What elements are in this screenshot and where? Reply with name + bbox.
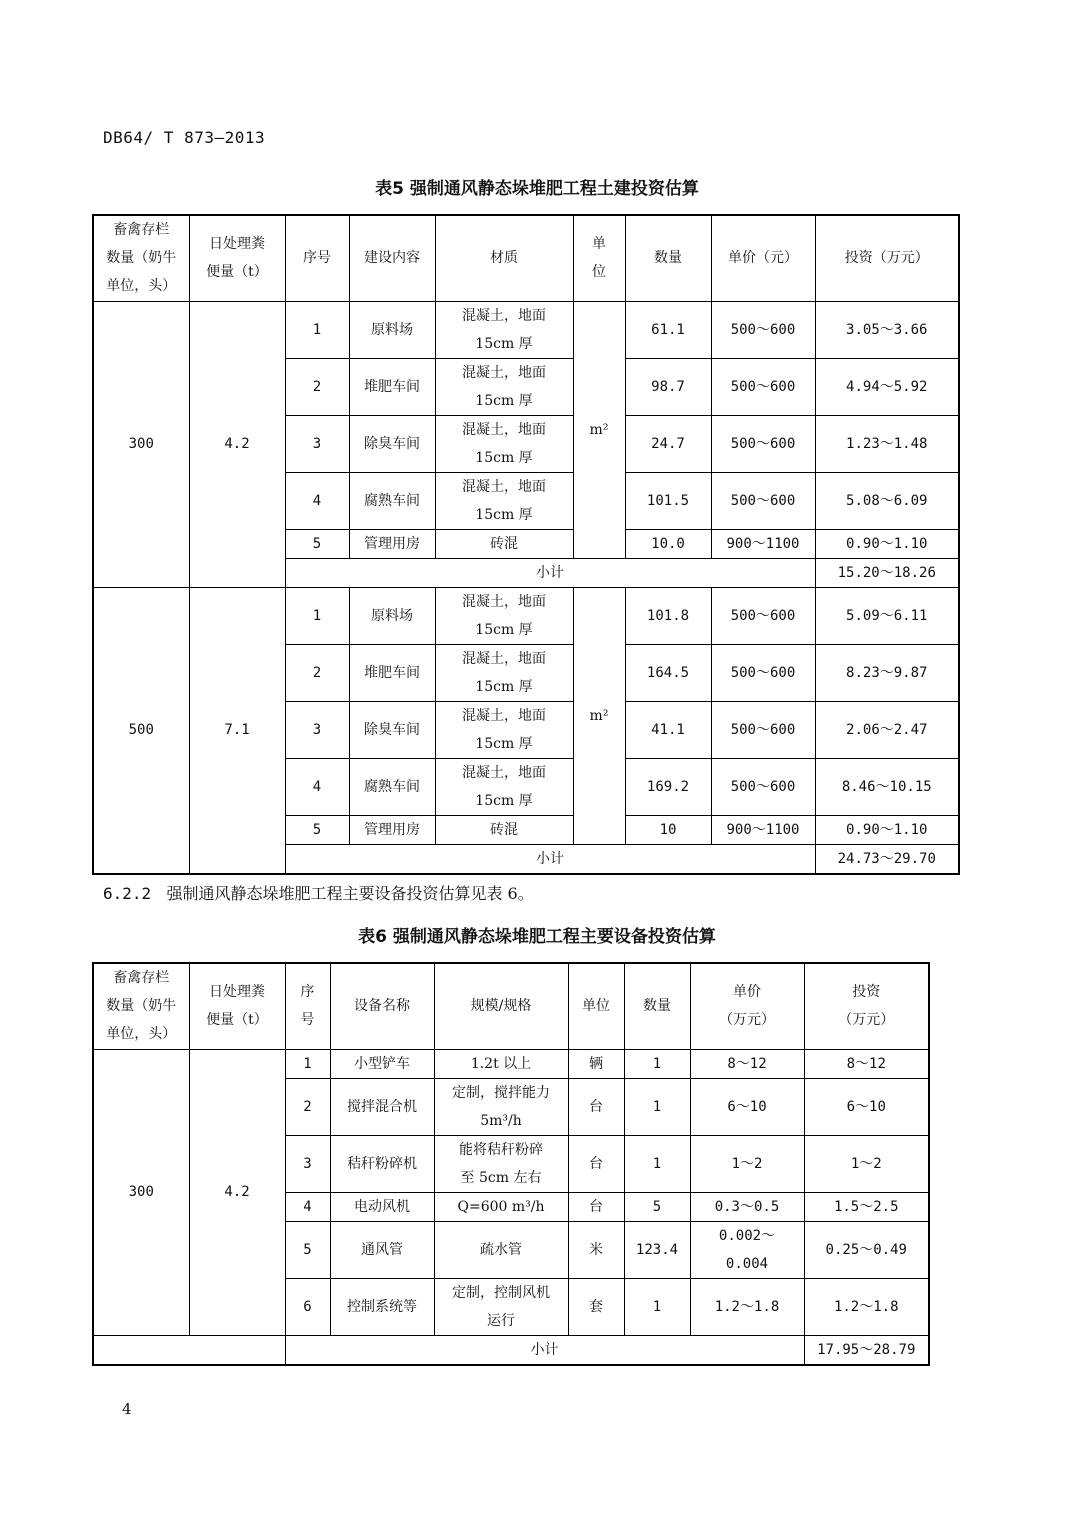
unit-cell: 辆: [568, 1049, 624, 1078]
invest-cell: 1～2: [804, 1135, 929, 1192]
unit-cell: 台: [568, 1135, 624, 1192]
invest-cell: 4.94～5.92: [815, 358, 959, 415]
name-cell: 秸秆粉碎机: [330, 1135, 434, 1192]
subtotal-label: 小计: [285, 844, 815, 874]
spec-cell: 疏水管: [434, 1221, 568, 1278]
qty-cell: 169.2: [625, 758, 711, 815]
unit-cell: 台: [568, 1078, 624, 1135]
daily-cell: 7.1: [189, 587, 285, 874]
qty-cell: 1: [624, 1135, 690, 1192]
seq-cell: 6: [285, 1278, 330, 1335]
seq-cell: 1: [285, 301, 349, 358]
content-cell: 堆肥车间: [349, 358, 435, 415]
seq-cell: 4: [285, 1192, 330, 1221]
qty-cell: 5: [624, 1192, 690, 1221]
qty-cell: 41.1: [625, 701, 711, 758]
price-cell: 500～600: [711, 758, 815, 815]
invest-cell: 8～12: [804, 1049, 929, 1078]
invest-cell: 5.09～6.11: [815, 587, 959, 644]
content-cell: 除臭车间: [349, 701, 435, 758]
header-unit: 单位: [568, 963, 624, 1049]
price-cell: 500～600: [711, 472, 815, 529]
material-cell: 混凝土，地面 15cm 厚: [435, 701, 573, 758]
livestock-cell: 300: [93, 1049, 189, 1335]
qty-cell: 1: [624, 1278, 690, 1335]
material-cell: 混凝土，地面 15cm 厚: [435, 587, 573, 644]
material-cell: 混凝土，地面 15cm 厚: [435, 644, 573, 701]
daily-cell: 4.2: [189, 301, 285, 587]
content-cell: 腐熟车间: [349, 758, 435, 815]
document-id: DB64/ T 873—2013: [103, 128, 266, 147]
header-content: 建设内容: [349, 215, 435, 301]
material-cell: 砖混: [435, 529, 573, 558]
unit-cell: m²: [573, 301, 625, 558]
header-daily: 日处理粪 便量（t）: [189, 215, 285, 301]
invest-cell: 0.90～1.10: [815, 815, 959, 844]
qty-cell: 10: [625, 815, 711, 844]
price-cell: 0.3～0.5: [690, 1192, 804, 1221]
name-cell: 控制系统等: [330, 1278, 434, 1335]
paragraph-6-2-2: [103, 881, 534, 904]
header-seq: 序号: [285, 215, 349, 301]
paragraph-text: 强制通风静态垛堆肥工程主要设备投资估算见表 6。: [166, 884, 534, 903]
name-cell: 小型铲车: [330, 1049, 434, 1078]
unit-cell: 米: [568, 1221, 624, 1278]
subtotal-label: 小计: [285, 558, 815, 587]
invest-cell: 0.25～0.49: [804, 1221, 929, 1278]
qty-cell: 1: [624, 1049, 690, 1078]
header-qty: 数量: [625, 215, 711, 301]
subtotal-value: 17.95～28.79: [804, 1335, 929, 1365]
price-cell: 500～600: [711, 644, 815, 701]
qty-cell: 98.7: [625, 358, 711, 415]
seq-cell: 5: [285, 815, 349, 844]
subtotal-value: 24.73～29.70: [815, 844, 959, 874]
header-daily: 日处理粪 便量（t）: [189, 963, 285, 1049]
table6: [92, 962, 930, 1366]
header-price: 单价（元）: [711, 215, 815, 301]
header-spec: 规模/规格: [434, 963, 568, 1049]
invest-cell: 1.23～1.48: [815, 415, 959, 472]
material-cell: 混凝土，地面 15cm 厚: [435, 358, 573, 415]
material-cell: 混凝土，地面 15cm 厚: [435, 472, 573, 529]
header-material: 材质: [435, 215, 573, 301]
price-cell: 1～2: [690, 1135, 804, 1192]
invest-cell: 2.06～2.47: [815, 701, 959, 758]
header-livestock: 畜禽存栏 数量（奶牛 单位，头）: [93, 215, 189, 301]
invest-cell: 1.5～2.5: [804, 1192, 929, 1221]
spec-cell: 能将秸秆粉碎 至 5cm 左右: [434, 1135, 568, 1192]
price-cell: 500～600: [711, 587, 815, 644]
paragraph-number: 6.2.2: [103, 884, 152, 903]
table-row: [93, 301, 959, 358]
qty-cell: 10.0: [625, 529, 711, 558]
subtotal-value: 15.20～18.26: [815, 558, 959, 587]
content-cell: 原料场: [349, 587, 435, 644]
daily-cell: 4.2: [189, 1049, 285, 1335]
seq-cell: 4: [285, 758, 349, 815]
qty-cell: 24.7: [625, 415, 711, 472]
price-cell: 900～1100: [711, 815, 815, 844]
spec-cell: 定制，搅拌能力 5m³/h: [434, 1078, 568, 1135]
seq-cell: 5: [285, 529, 349, 558]
invest-cell: 8.46～10.15: [815, 758, 959, 815]
material-cell: 混凝土，地面 15cm 厚: [435, 415, 573, 472]
material-cell: 混凝土，地面 15cm 厚: [435, 301, 573, 358]
subtotal-row: [93, 1335, 929, 1365]
price-cell: 500～600: [711, 701, 815, 758]
invest-cell: 3.05～3.66: [815, 301, 959, 358]
header-invest: 投资（万元）: [815, 215, 959, 301]
seq-cell: 2: [285, 358, 349, 415]
table6-caption: 表6 强制通风静态垛堆肥工程主要设备投资估算: [358, 927, 716, 947]
qty-cell: 123.4: [624, 1221, 690, 1278]
seq-cell: 3: [285, 415, 349, 472]
content-cell: 管理用房: [349, 529, 435, 558]
material-cell: 混凝土，地面 15cm 厚: [435, 758, 573, 815]
price-cell: 1.2～1.8: [690, 1278, 804, 1335]
price-cell: 500～600: [711, 358, 815, 415]
name-cell: 搅拌混合机: [330, 1078, 434, 1135]
table5-header-row: [93, 215, 959, 301]
table-row: [93, 587, 959, 644]
header-livestock: 畜禽存栏 数量（奶牛 单位，头）: [93, 963, 189, 1049]
seq-cell: 5: [285, 1221, 330, 1278]
livestock-cell: 300: [93, 301, 189, 587]
unit-cell: 台: [568, 1192, 624, 1221]
price-cell: 6～10: [690, 1078, 804, 1135]
seq-cell: 1: [285, 1049, 330, 1078]
content-cell: 原料场: [349, 301, 435, 358]
name-cell: 通风管: [330, 1221, 434, 1278]
price-cell: 500～600: [711, 415, 815, 472]
subtotal-label: 小计: [285, 1335, 804, 1365]
invest-cell: 5.08～6.09: [815, 472, 959, 529]
header-price: 单价 （万元）: [690, 963, 804, 1049]
price-cell: 8～12: [690, 1049, 804, 1078]
seq-cell: 3: [285, 1135, 330, 1192]
header-unit: 单 位: [573, 215, 625, 301]
header-name: 设备名称: [330, 963, 434, 1049]
invest-cell: 0.90～1.10: [815, 529, 959, 558]
price-cell: 900～1100: [711, 529, 815, 558]
price-cell: 0.002～ 0.004: [690, 1221, 804, 1278]
seq-cell: 2: [285, 1078, 330, 1135]
content-cell: 堆肥车间: [349, 644, 435, 701]
seq-cell: 2: [285, 644, 349, 701]
material-cell: 砖混: [435, 815, 573, 844]
livestock-cell: 500: [93, 587, 189, 874]
unit-cell: m²: [573, 587, 625, 844]
header-qty: 数量: [624, 963, 690, 1049]
header-invest: 投资 （万元）: [804, 963, 929, 1049]
page-number: 4: [122, 1400, 132, 1418]
blank-cell: [93, 1335, 285, 1365]
invest-cell: 1.2～1.8: [804, 1278, 929, 1335]
qty-cell: 1: [624, 1078, 690, 1135]
spec-cell: 1.2t 以上: [434, 1049, 568, 1078]
qty-cell: 164.5: [625, 644, 711, 701]
table-row: [93, 1049, 929, 1078]
table5-caption: 表5 强制通风静态垛堆肥工程土建投资估算: [375, 179, 699, 199]
qty-cell: 61.1: [625, 301, 711, 358]
content-cell: 除臭车间: [349, 415, 435, 472]
content-cell: 腐熟车间: [349, 472, 435, 529]
content-cell: 管理用房: [349, 815, 435, 844]
invest-cell: 6～10: [804, 1078, 929, 1135]
seq-cell: 4: [285, 472, 349, 529]
qty-cell: 101.8: [625, 587, 711, 644]
name-cell: 电动风机: [330, 1192, 434, 1221]
spec-cell: 定制，控制风机 运行: [434, 1278, 568, 1335]
seq-cell: 3: [285, 701, 349, 758]
unit-cell: 套: [568, 1278, 624, 1335]
header-seq: 序 号: [285, 963, 330, 1049]
table6-header-row: [93, 963, 929, 1049]
price-cell: 500～600: [711, 301, 815, 358]
invest-cell: 8.23～9.87: [815, 644, 959, 701]
table5: [92, 214, 960, 875]
seq-cell: 1: [285, 587, 349, 644]
spec-cell: Q=600 m³/h: [434, 1192, 568, 1221]
qty-cell: 101.5: [625, 472, 711, 529]
